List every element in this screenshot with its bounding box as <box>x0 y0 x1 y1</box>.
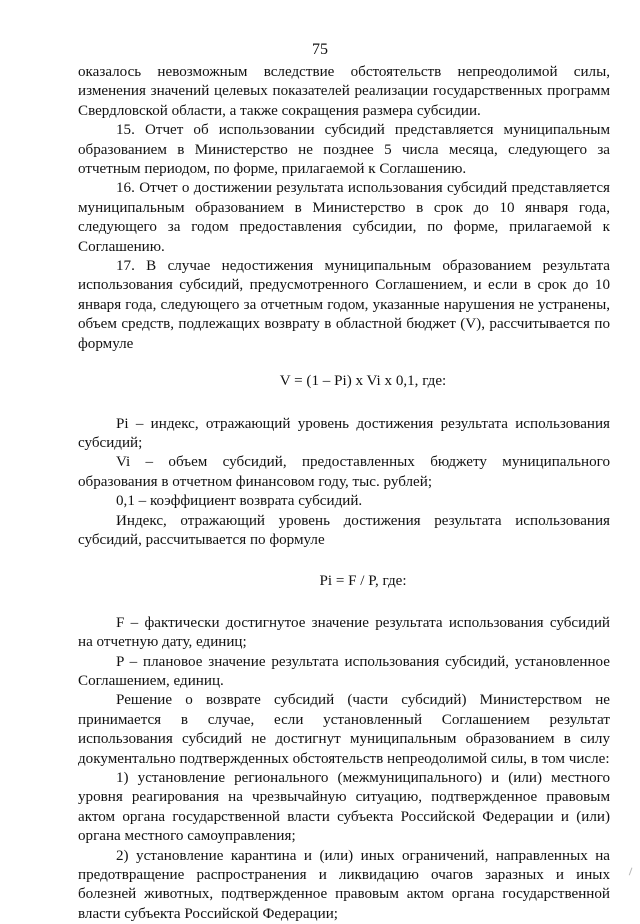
scan-mark <box>629 868 635 877</box>
formula-pi: Pi = F / P, где: <box>319 573 407 590</box>
list-item-2: 2) установление карантина и (или) иных ограничений, направленных на предотвращение распространения и ликвидацию очагов заразных и иных болезней животных, подтвержденное правовым актом органа государственной власти субъекта Российской Федерации; <box>78 847 610 922</box>
paragraph-continuation: оказалось невозможным вследствие обстоятельств непреодолимой силы, изменения значений целевых показателей реализации государственных программ Свердловской области, а также сокращения размера субсидии. <box>78 64 610 119</box>
paragraph-15: 15. Отчет об использовании субсидий представляется муниципальным образованием в Министерство не позднее 5 числа месяца, следующего за отчетным периодом, по форме, прилагаемой к Соглашению. <box>78 122 610 178</box>
definition-p: P – плановое значение результата использования субсидий, установленное Соглашением, единиц. <box>78 653 610 689</box>
definition-coefficient: 0,1 – коэффициент возврата субсидий. <box>116 493 363 510</box>
formula-v: V = (1 – Pi) x Vi x 0,1, где: <box>279 373 447 390</box>
document-body <box>78 63 610 924</box>
paragraph-16: 16. Отчет о достижении результата использования субсидий представляется муниципальным образованием в Министерство в срок до 10 января года, следующего за годом предоставления субсидии, по форме, прилагаемой к Соглашению. <box>78 180 610 255</box>
return-decision-paragraph: Решение о возврате субсидий (части субсидий) Министерством не принимается в случае, если установленный Соглашением результат использования субсидий не достигнут муниципальным образованием в силу документально подтвержденных обстоятельств непреодолимой силы, в том числе: <box>78 692 610 767</box>
list-item-1: 1) установление регионального (межмуниципального) и (или) местного уровня реагирования на чрезвычайную ситуацию, подтвержденное правовым актом органа государственной власти субъекта Российской Федерации и (или) органа местного самоуправления; <box>78 770 610 845</box>
paragraph-17: 17. В случае недостижения муниципальным образованием результата использования субсидий, предусмотренного Соглашением, и если в срок до 10 января года, следующего за отчетным годом, указанные нарушения не устранены, объем средств, подлежащих возврату в областной бюджет (V), рассчитывается по формуле <box>78 258 610 352</box>
index-description: Индекс, отражающий уровень достижения результата использования субсидий, рассчитывается по формуле <box>78 512 610 548</box>
definition-f: F – фактически достигнутое значение результата использования субсидий на отчетную дату, единиц; <box>78 614 610 651</box>
definition-vi: Vi – объем субсидий, предоставленных бюджету муниципального образования в отчетном финансовом году, тыс. рублей; <box>78 454 610 490</box>
page-number: 75 <box>312 41 328 58</box>
definition-pi: Pi – индекс, отражающий уровень достижения результата использования субсидий; <box>78 415 610 451</box>
